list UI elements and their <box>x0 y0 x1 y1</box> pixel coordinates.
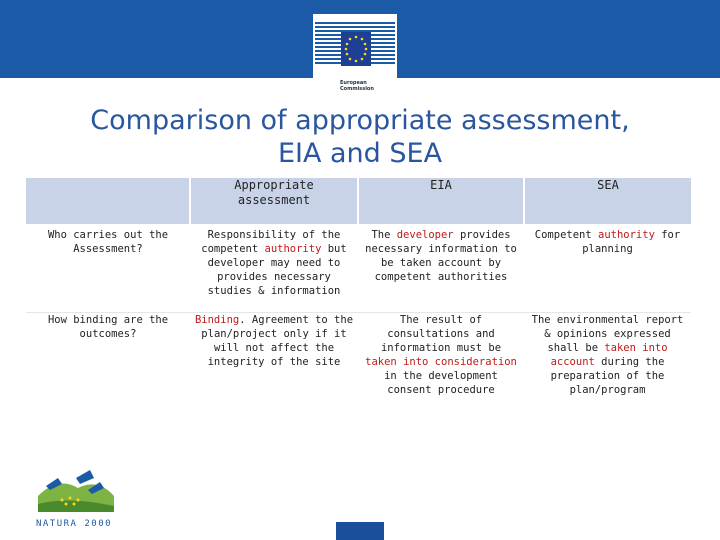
natura-label: NATURA 2000 <box>35 519 113 529</box>
comparison-table <box>26 178 691 417</box>
page-title: Comparison of appropriate assessment, EIA and SEA <box>90 105 630 169</box>
table-row <box>26 313 691 418</box>
cell-sea: The environmental report & opinions expressed shall be taken into account during the preparation of the plan/program <box>531 314 684 396</box>
row-label: How binding are the outcomes? <box>47 314 169 340</box>
header-cell-eia: EIA <box>358 178 524 224</box>
cell-eia: The developer provides necessary information to be taken account by competent authorities <box>358 228 524 313</box>
header-cell-empty <box>26 178 190 224</box>
natura-2000-logo <box>28 456 120 530</box>
header-cell-appropriate-assessment: Appropriate assessment <box>190 178 358 224</box>
ec-label: European Commission <box>340 80 374 92</box>
footer-bar <box>336 522 384 540</box>
header-cell-sea: SEA <box>524 178 691 224</box>
table-header-row <box>26 178 691 224</box>
cell-appropriate-assessment: Responsibility of the competent authority but developer may need to provides necessary studies & information <box>190 228 358 313</box>
row-label: Who carries out the Assessment? <box>26 228 190 313</box>
table-row <box>26 228 691 313</box>
cell-appropriate-assessment: Binding. Agreement to the plan/project only if it will not affect the integrity of the site <box>194 314 354 368</box>
cell-eia: The result of consultations and information must be taken into consideration in the development consent procedure <box>365 314 517 396</box>
cell-sea: Competent authority for planning <box>524 228 691 313</box>
